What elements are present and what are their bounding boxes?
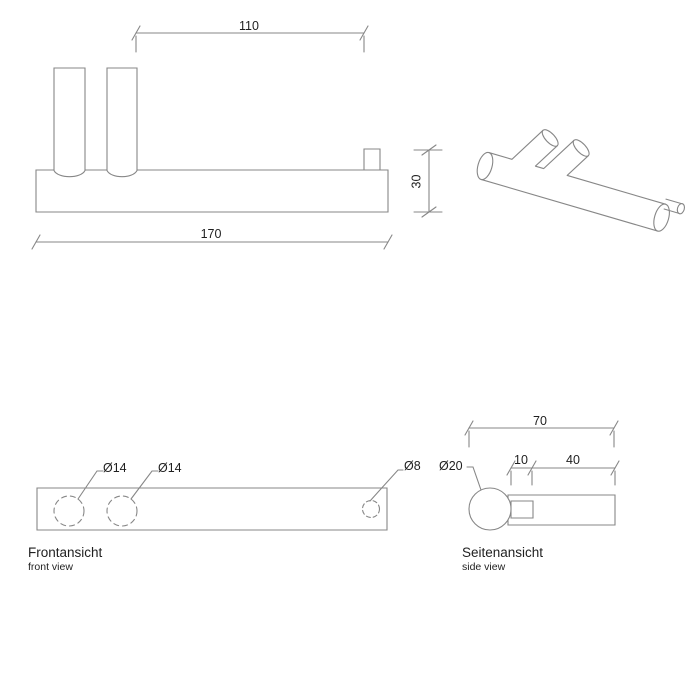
hole-label-d8: Ø8 — [404, 459, 421, 473]
dim-label-170: 170 — [200, 227, 222, 241]
front-bar — [37, 488, 387, 530]
front-view — [37, 470, 403, 530]
dim-label-10: 10 — [514, 453, 528, 467]
elevation-post-left — [54, 68, 85, 177]
hole-label-d14-left: Ø14 — [103, 461, 127, 475]
dim-label-d20: Ø20 — [439, 459, 463, 473]
elevation-bar — [36, 170, 388, 212]
front-view-title: Frontansicht — [28, 545, 103, 560]
perspective-view — [474, 127, 685, 236]
dim-label-40: 40 — [566, 453, 580, 467]
dim-label-30: 30 — [409, 174, 424, 189]
front-view-subtitle: front view — [28, 561, 73, 573]
elevation-peg — [364, 149, 380, 170]
hole-label-d14-mid: Ø14 — [158, 461, 182, 475]
side-notch — [511, 501, 533, 518]
dim-label-70: 70 — [533, 414, 547, 428]
side-view-subtitle: side view — [462, 561, 506, 573]
leader-diameter-20 — [467, 467, 481, 490]
elevation-view — [32, 26, 442, 249]
side-view-title: Seitenansicht — [462, 545, 544, 560]
dim-label-110: 110 — [239, 19, 259, 33]
elevation-post-right — [107, 68, 137, 177]
side-roll-circle — [469, 488, 511, 530]
side-view — [465, 421, 619, 530]
